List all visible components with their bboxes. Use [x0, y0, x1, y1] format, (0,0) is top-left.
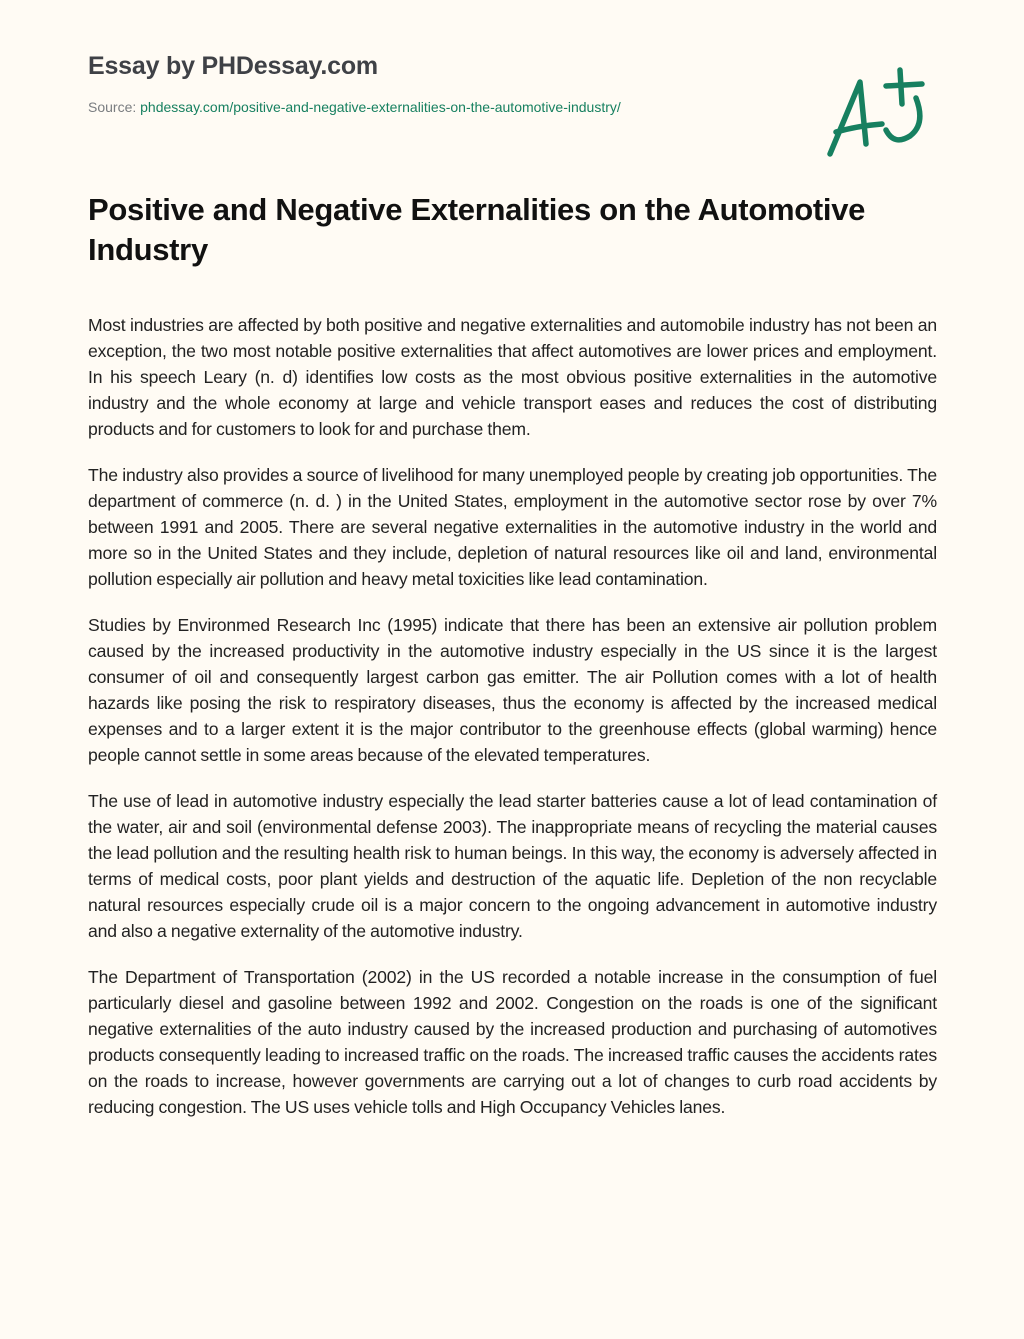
essay-paragraph: The Department of Transportation (2002) in the US recorded a notable increase in the consumption of fuel particularly diesel and gasoline between 1992 and 2002. Congestion on the roads is one of the significant negative externalities of the auto industry caused by the increased production and purchasing of automotives products consequently leading to increased traffic on the roads. The increased traffic causes the accidents rates on the roads to increase, however governments are carrying out a lot of changes to curb road accidents by reducing congestion. The US uses vehicle tolls and High Occupancy Vehicles lanes.: [88, 967, 937, 1117]
essay-body: [88, 312, 937, 1140]
essay-paragraph: The use of lead in automotive industry especially the lead starter batteries cause a lot of lead contamination of the water, air and soil (environmental defense 2003). The inappropriate means of recycling the material causes the lead pollution and the resulting health risk to human beings. In this way, the economy is adversely affected in terms of medical costs, poor plant yields and destruction of the aquatic life. Depletion of the non recyclable natural resources especially crude oil is a major concern to the ongoing advancement in automotive industry and also a negative externality of the automotive industry.: [88, 791, 937, 941]
source-label: Source:: [88, 99, 141, 115]
page-header: [88, 50, 808, 116]
a-plus-grade-icon: [822, 62, 932, 162]
essay-paragraph: Studies by Environmed Research Inc (1995) indicate that there has been an extensive air pollution problem caused by the increased productivity in the automotive industry especially in the US since it is the largest consumer of oil and consequently largest carbon gas emitter. The air Pollution comes with a lot of health hazards like posing the risk to respiratory diseases, thus the economy is affected by the increased medical expenses and to a larger extent it is the major contributor to the greenhouse effects (global warming) hence people cannot settle in some areas because of the elevated temperatures.: [88, 615, 937, 765]
source-line: [88, 98, 808, 116]
essay-title: Positive and Negative Externalities on the Automotive Industry: [88, 192, 866, 267]
site-title: Essay by PHDessay.com: [88, 52, 378, 80]
source-link[interactable]: phdessay.com/positive-and-negative-externalities-on-the-automotive-industry/: [140, 99, 621, 115]
essay-paragraph: The industry also provides a source of livelihood for many unemployed people by creating job opportunities. The department of commerce (n. d. ) in the United States, employment in the automotive sector rose by over 7% between 1991 and 2005. There are several negative externalities in the automotive industry in the world and more so in the United States and they include, depletion of natural resources like oil and land, environmental pollution especially air pollution and heavy metal toxicities like lead contamination.: [88, 465, 937, 589]
essay-paragraph: Most industries are affected by both positive and negative externalities and automobile industry has not been an exception, the two most notable positive externalities that affect automotives are lower prices and employment. In his speech Leary (n. d) identifies low costs as the most obvious positive externalities in the automotive industry and the whole economy at large and vehicle transport eases and reduces the cost of distributing products and for customers to look for and purchase them.: [88, 315, 937, 439]
